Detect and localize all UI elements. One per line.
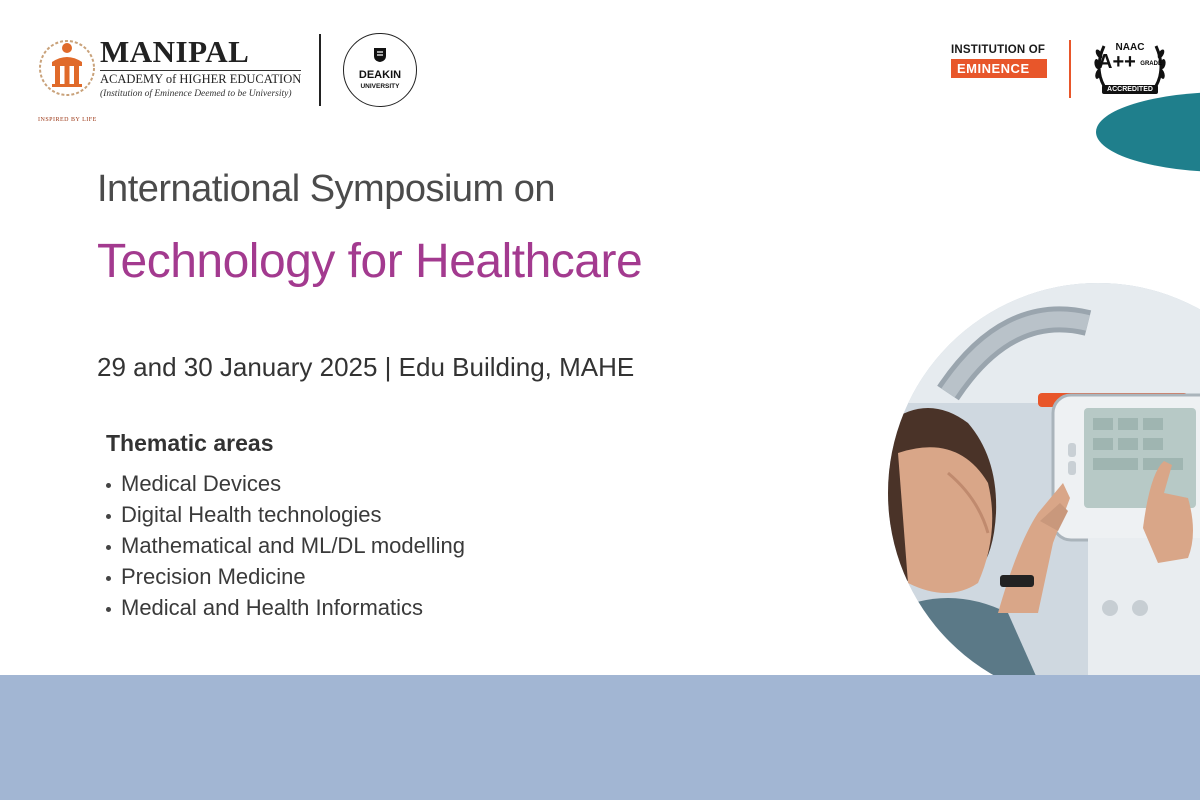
- institution-of-eminence-logo: [951, 44, 1047, 78]
- thematic-item-label: Medical Devices: [121, 471, 282, 496]
- bullet-icon: [106, 576, 111, 581]
- bullet-icon: [106, 607, 111, 612]
- bullet-icon: [106, 514, 111, 519]
- hero-photo-medical-device: [888, 283, 1200, 703]
- thematic-areas-list: [106, 468, 465, 623]
- thematic-areas-heading: Thematic areas: [106, 430, 274, 456]
- naac-grade: A++: [1098, 51, 1136, 73]
- naac-title: NAAC: [1115, 42, 1145, 53]
- deakin-name: DEAKIN: [358, 69, 402, 81]
- naac-grade-label: GRADE: [1140, 60, 1162, 67]
- thematic-item-label: Precision Medicine: [121, 564, 306, 589]
- bullet-icon: [106, 483, 111, 488]
- deakin-logo: [343, 33, 417, 107]
- header-logos: [0, 0, 1200, 125]
- naac-accredited: ACCREDITED: [1102, 85, 1158, 94]
- ioe-badge: EMINENCE: [951, 59, 1047, 78]
- thematic-item: [106, 468, 465, 499]
- thematic-item-label: Mathematical and ML/DL modelling: [121, 533, 466, 558]
- manipal-subtitle: ACADEMY of HIGHER EDUCATION: [100, 72, 302, 86]
- manipal-logo: [36, 34, 302, 123]
- deakin-university: UNIVERSITY: [360, 83, 400, 90]
- logo-divider-right: [1069, 40, 1071, 98]
- thematic-item-label: Digital Health technologies: [121, 502, 382, 527]
- manipal-name: MANIPAL: [100, 34, 250, 69]
- naac-grade-row: [1090, 53, 1170, 73]
- manipal-wordmark: [100, 36, 301, 99]
- thematic-item: [106, 530, 465, 561]
- event-title-line2: Technology for Healthcare: [97, 235, 643, 288]
- logo-divider: [319, 34, 321, 106]
- thematic-item: [106, 499, 465, 530]
- event-title-line1: International Symposium on: [97, 168, 556, 210]
- event-date-venue: 29 and 30 January 2025 | Edu Building, MAHE: [97, 352, 635, 382]
- bullet-icon: [106, 545, 111, 550]
- thematic-item-label: Medical and Health Informatics: [121, 595, 424, 620]
- naac-logo: [1090, 38, 1170, 98]
- manipal-note: (Institution of Eminence Deemed to be University): [100, 89, 292, 99]
- manipal-emblem-icon: [36, 34, 98, 102]
- manipal-tagline: INSPIRED BY LIFE: [38, 117, 97, 123]
- thematic-item: [106, 561, 465, 592]
- deakin-crest-icon: [373, 47, 387, 63]
- thematic-item: [106, 592, 465, 623]
- ioe-top-text: INSTITUTION OF: [951, 44, 1046, 56]
- clinician-using-xray-device-illustration: [888, 283, 1200, 703]
- footer-band: [0, 675, 1200, 800]
